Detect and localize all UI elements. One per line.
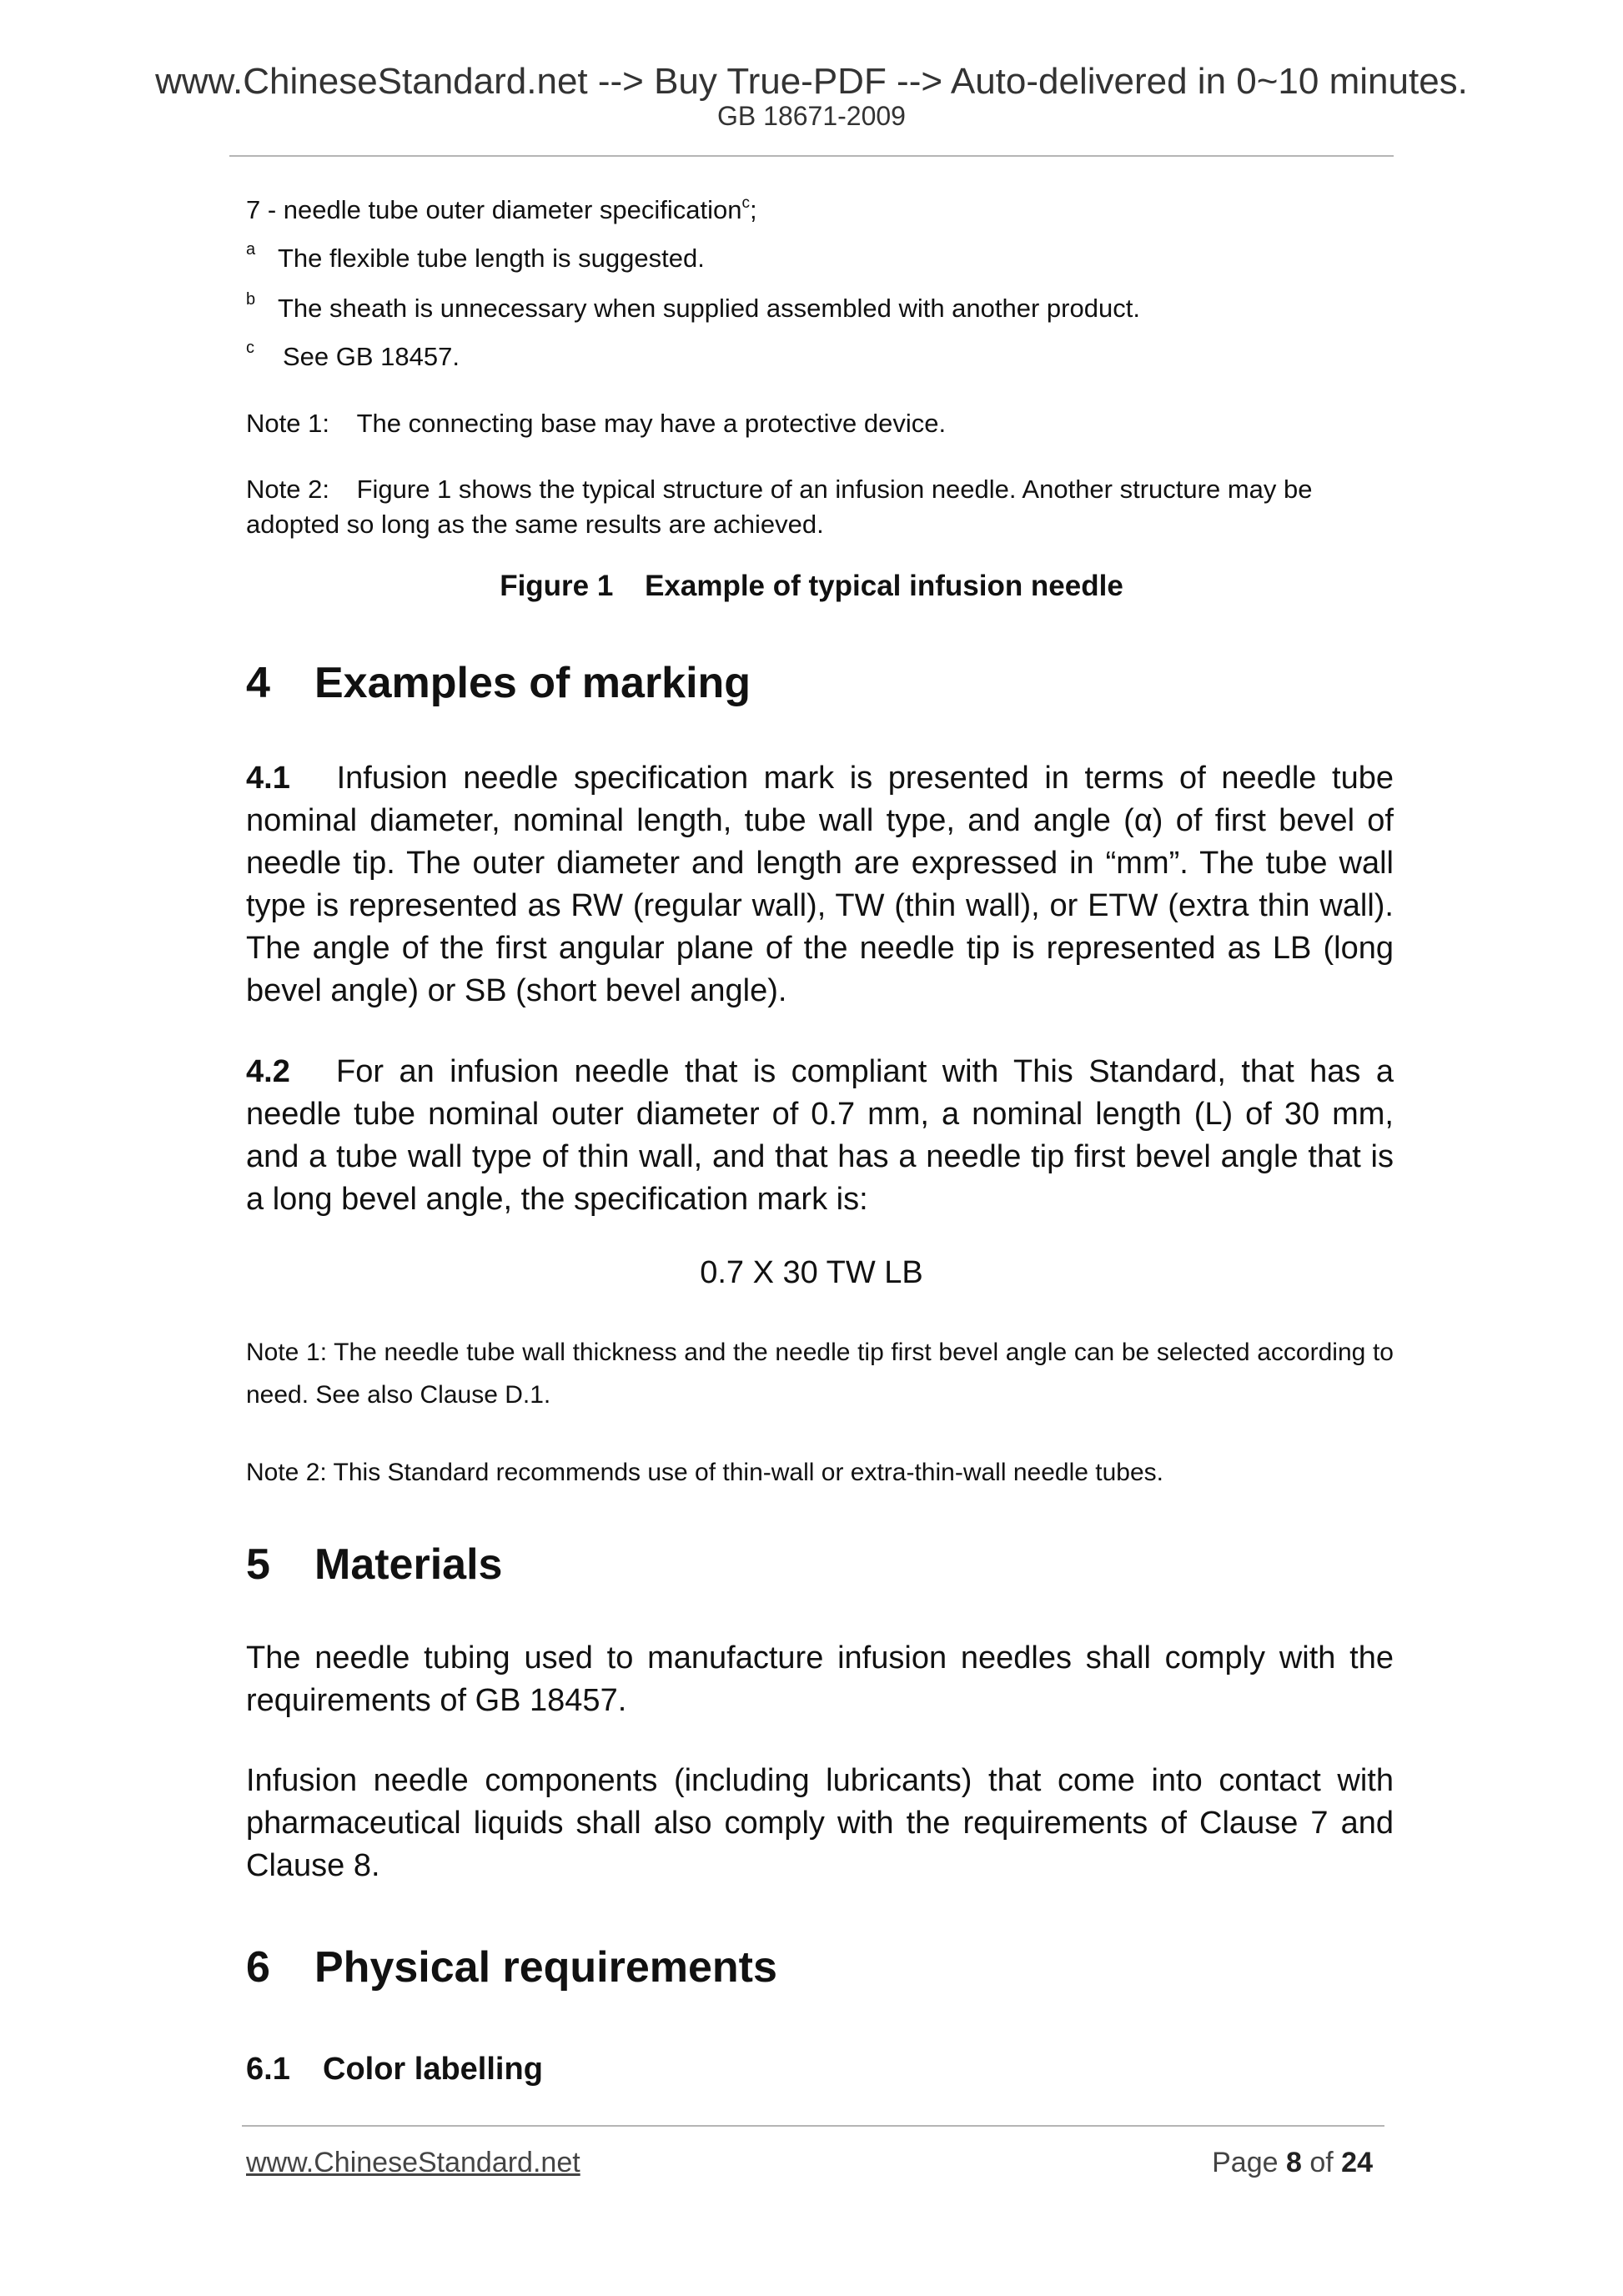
paragraph-4-1 <box>246 757 1394 1012</box>
page-of: of <box>1309 2147 1334 2178</box>
section-title: Examples of marking <box>314 659 751 707</box>
footnote-mark: a <box>246 240 256 259</box>
figure-note-1 <box>246 406 1394 441</box>
figure-caption-label: Figure 1 <box>500 570 614 602</box>
clause-number: 4.2 <box>246 1054 290 1089</box>
page-indicator <box>1212 2147 1373 2179</box>
footnote-text: The flexible tube length is suggested. <box>278 244 705 273</box>
subsection-6-1-heading <box>246 2053 543 2085</box>
footnote-text: The sheath is unnecessary when supplied assembled with another product. <box>278 294 1140 323</box>
section-4-heading <box>246 661 751 705</box>
paragraph-text: Infusion needle specification mark is presented in terms of needle tube nominal diameter, nominal length, tube wall type, and angle (α) of first bevel of needle tip. The outer diameter and length are expressed in “mm”. The tube wall type is represented as RW (regular wall), TW (thin wall), or ETW (extra thin wall). The angle of the first angular plane of the needle tip is represented as LB (long bevel angle) or SB (short bevel angle). <box>246 761 1394 1008</box>
page-prefix: Page <box>1212 2147 1279 2178</box>
paragraph-text: For an infusion needle that is compliant with This Standard, that has a needle tube nominal outer diameter of 0.7 mm, a nominal length (L) of 30 mm, and a tube wall type of thin wall, and that has a needle tip first bevel angle that is a long bevel angle, the specification mark is: <box>246 1054 1394 1217</box>
footer-divider <box>242 2125 1384 2127</box>
legend-item-7-footnote-ref: c <box>741 194 751 212</box>
site-banner[interactable]: www.ChineseStandard.net --> Buy True-PDF --> Auto-delivered in 0~10 minutes. <box>155 61 1468 102</box>
section-title: Materials <box>314 1540 503 1589</box>
figure-note-2-text: Figure 1 shows the typical structure of an infusion needle. Another structure may be adopted so long as the same results are achieved. <box>246 475 1313 539</box>
paragraph-5-1: The needle tubing used to manufacture infusion needles shall comply with the requirements of GB 18457. <box>246 1640 1394 1718</box>
section-4-note-1: Note 1: The needle tube wall thickness and the needle tip first bevel angle can be selected according to need. See also Clause D.1. <box>246 1339 1394 1409</box>
footer-website-link[interactable]: www.ChineseStandard.net <box>246 2147 580 2178</box>
figure-caption-text: Example of typical infusion needle <box>645 570 1123 602</box>
section-4-note-2: Note 2: This Standard recommends use of thin-wall or extra-thin-wall needle tubes. <box>246 1459 1163 1486</box>
page-current: 8 <box>1285 2147 1302 2178</box>
paragraph-5-2: Infusion needle components (including lubricants) that come into contact with pharmaceutical liquids shall also comply with the requirements of Clause 7 and Clause 8. <box>246 1763 1394 1883</box>
figure-note-2-label: Note 2: <box>246 475 329 504</box>
footnote-text: See GB 18457. <box>283 342 460 371</box>
document-id: GB 18671-2009 <box>717 101 906 131</box>
subsection-number: 6.1 <box>246 2052 290 2087</box>
paragraph-4-2 <box>246 1051 1394 1221</box>
clause-number: 4.1 <box>246 761 290 796</box>
figure-note-1-text: The connecting base may have a protective device. <box>356 409 947 438</box>
footnote-mark: b <box>246 290 256 309</box>
section-title: Physical requirements <box>314 1943 777 1992</box>
legend-item-7-text: 7 - needle tube outer diameter specification <box>246 195 742 224</box>
figure-note-2 <box>246 472 1394 542</box>
figure-caption <box>0 570 1623 603</box>
section-number: 4 <box>246 659 270 707</box>
legend-item-7 <box>246 193 757 227</box>
section-6-heading <box>246 1943 777 1992</box>
subsection-title: Color labelling <box>323 2052 543 2087</box>
footnote-mark: c <box>246 339 254 357</box>
section-number: 6 <box>246 1943 270 1992</box>
legend-item-7-end: ; <box>750 195 757 224</box>
section-5-heading <box>246 1540 503 1589</box>
section-number: 5 <box>246 1540 270 1589</box>
figure-note-1-label: Note 1: <box>246 409 329 438</box>
header-divider <box>229 155 1394 157</box>
specification-mark: 0.7 X 30 TW LB <box>700 1255 923 1290</box>
page-total: 24 <box>1341 2147 1373 2178</box>
